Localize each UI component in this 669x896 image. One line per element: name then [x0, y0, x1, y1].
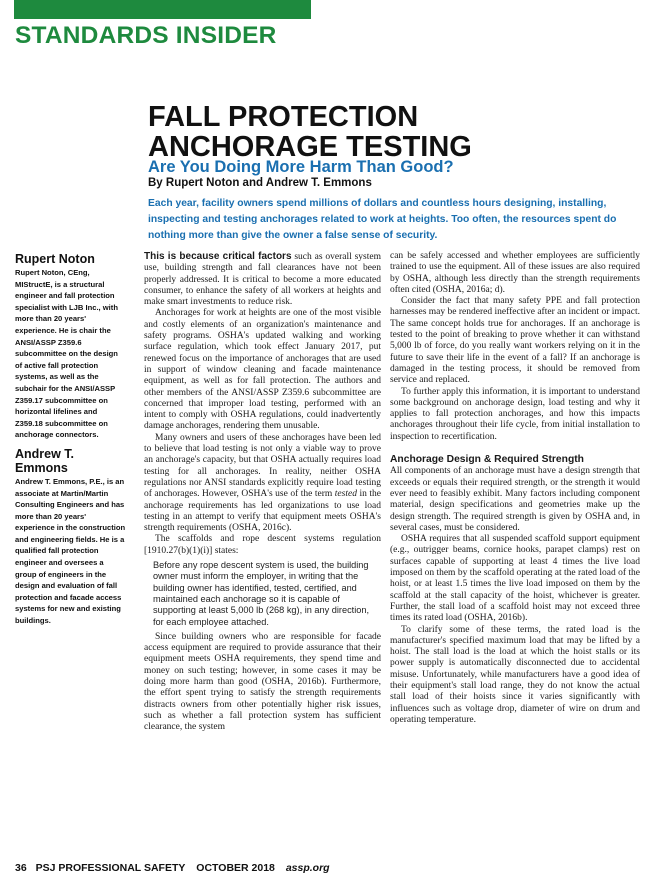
body-paragraph: This is because critical factors such as overall system use, building strength and fall clearances have not been properly addressed. It is critical to become a more educated consumer, to enhance the safety of all workers at heights and make smart investments to reduce risk.: [144, 251, 381, 308]
title-line-1: FALL PROTECTION: [148, 101, 419, 133]
author-sidebar: [15, 252, 127, 633]
body-paragraph: To further apply this information, it is important to understand some background on anchorage design, load testing and why it applies to fall protection anchorages, and how this impacts anchorages throughout their life cycle, from initial installation to inspection to recertification.: [390, 386, 640, 442]
body-paragraph: Since building owners who are responsible for facade access equipment are required to provide assurance that their equipment meets OSHA requirements, they spend time and money on such testing; however, in some cases it may be doing more harm than good (OSHA, 2016b). Furthermore, the effort spent trying to satisfy the strength requirements distracts owners from other potentially higher risk issues, such as whether a fall protection system has sufficient clearance, the system: [144, 631, 381, 733]
website-link[interactable]: assp.org: [285, 862, 330, 874]
body-paragraph: The scaffolds and rope descent systems regulation [1910.27(b)(1)(i)] states:: [144, 534, 381, 556]
body-paragraph: All components of an anchorage must have a design strength that exceeds or equals their required strength, or the strength it would ever need to feasibly exhibit. Many factors including component material, design specifications and geometries make up the design strength. The required strength is given by OSHA and, in several cases, must be considered.: [390, 466, 640, 533]
body-paragraph: To clarify some of these terms, the rated load is the manufacturer's specified maximum load that may be lifted by a hoist. The stall load is the load at which the hoist stalls or its power supply is automatically disconnected due to accidental misuse. Unfortunately, while manufacturers have a good idea of their equipment's stall load range, they do not know the actual stall load of their hoists since it varies significantly with influences such as voltage drop, diameter of wire on drum and operating temperature.: [390, 624, 640, 725]
body-column-2: [390, 251, 640, 726]
section-subhead: Anchorage Design & Required Strength: [390, 454, 584, 466]
body-paragraph: can be safely accessed and whether employees are sufficiently trained to use the equipment. All of these issues are also required by OSHA, although less directly than the strength requirements often cited (OSHA, 2016a; d).: [390, 251, 640, 295]
author-name: Andrew T. Emmons: [15, 446, 75, 475]
article-title: [148, 102, 472, 162]
author-name: Rupert Noton: [15, 252, 95, 266]
header-accent-bar: [14, 0, 311, 19]
magazine-name: PSJ PROFESSIONAL SAFETY: [35, 862, 186, 874]
lead-in: This is because critical factors: [144, 251, 292, 262]
title-line-2: ANCHORAGE TESTING: [148, 131, 472, 163]
page-number: 36: [15, 862, 27, 874]
author-bio: Andrew T. Emmons, P.E., is an associate at Martin/Martin Consulting Engineers and has more than 20 years' experience in the construction and engineering fields. He is a qualified fall protection engineer and oversees a group of engineers in the design and evaluation of fall protection and facade access systems for new and existing buildings.: [15, 476, 126, 626]
article-subtitle: Are You Doing More Harm Than Good?: [148, 158, 454, 176]
byline: By Rupert Noton and Andrew T. Emmons: [148, 177, 372, 189]
body-paragraph: Many owners and users of these anchorages have been led to believe that load testing is not only a viable way to prove an anchorage's capacity, but that OSHA actually requires load testing for all anchorages. In reality, neither OSHA regulations nor ANSI standards explicitly require load testing of anchorages. However, OSHA's use of the term tested in the anchorage requirements has led organizations to use load testing in an attempt to verify that equipment meets OSHA's strength requirements (OSHA, 2016c).: [144, 432, 381, 534]
regulation-quote: Before any rope descent system is used, the building owner must inform the employer, in writing that the building owner has identified, tested, certified, and maintained each anchorage so it is capable of supporting at least 5,000 lb (268 kg), in any direction, for each employee attached.: [153, 560, 370, 627]
body-paragraph: OSHA requires that all suspended scaffold support equipment (e.g., outrigger beams, cornice hooks, parapet clamps) rest on surfaces capable of supporting at least 4 times the live load imposed on them by the scaffold operating at the rated load of the hoist, or at least 1.5 times the live load imposed on them by the scaffold at the stall capacity of the hoist, whichever is greater. Further, the stall load of a scaffold hoist may not exceed three times its rated load (OSHA, 2016b).: [390, 534, 640, 624]
body-column-1: [144, 251, 381, 733]
page-footer: [15, 862, 330, 874]
article-deck: Each year, facility owners spend millions of dollars and countless hours designing, installing, inspecting and testing anchorages related to work at heights. Too often, the resources spent do nothing more than give the owner a false sense of security.: [148, 198, 617, 241]
author-bio: Rupert Noton, CEng, MIStructE, is a structural engineer and fall protection specialist with LJB Inc., with more than 20 years' experience. He is chair the ANSI/ASSP Z359.6 subcommittee on the design of active fall protection systems, as well as the subchair for the ANSI/ASSP Z359.17 subcommittee on horizontal lifelines and Z359.18 subcommittee on anchorage connectors.: [15, 268, 118, 440]
section-label: STANDARDS INSIDER: [15, 22, 277, 49]
body-paragraph: Consider the fact that many safety PPE and fall protection harnesses may be rendered ineffective after an incident or impact. The same concept holds true for anchorages. If an anchorage is tested to the point of breaking to prove whether it can withstand 5,000 lb of force, do you really want workers relying on it in the future to save their life in the event of a fall? If an anchorage is damaged in the testing process, it should be removed from service and replaced.: [390, 296, 640, 386]
issue-date: OCTOBER 2018: [196, 862, 275, 874]
body-paragraph: Anchorages for work at heights are one of the most visible and costly elements of an organization's maintenance and safety programs. OSHA's updated walking and working surface regulation, which took effect January 2017, put renewed focus on the importance of anchorages that are used in support of window cleaning and facade maintenance equipment, as well as for fall protection. The authors and other members of the ANSI/ASSP Z359.6 subcommittee are concerned that improper load testing, performed with an intent to comply with OSHA regulations, could inadvertently damage anchorages, rendering them unusable.: [144, 308, 381, 432]
